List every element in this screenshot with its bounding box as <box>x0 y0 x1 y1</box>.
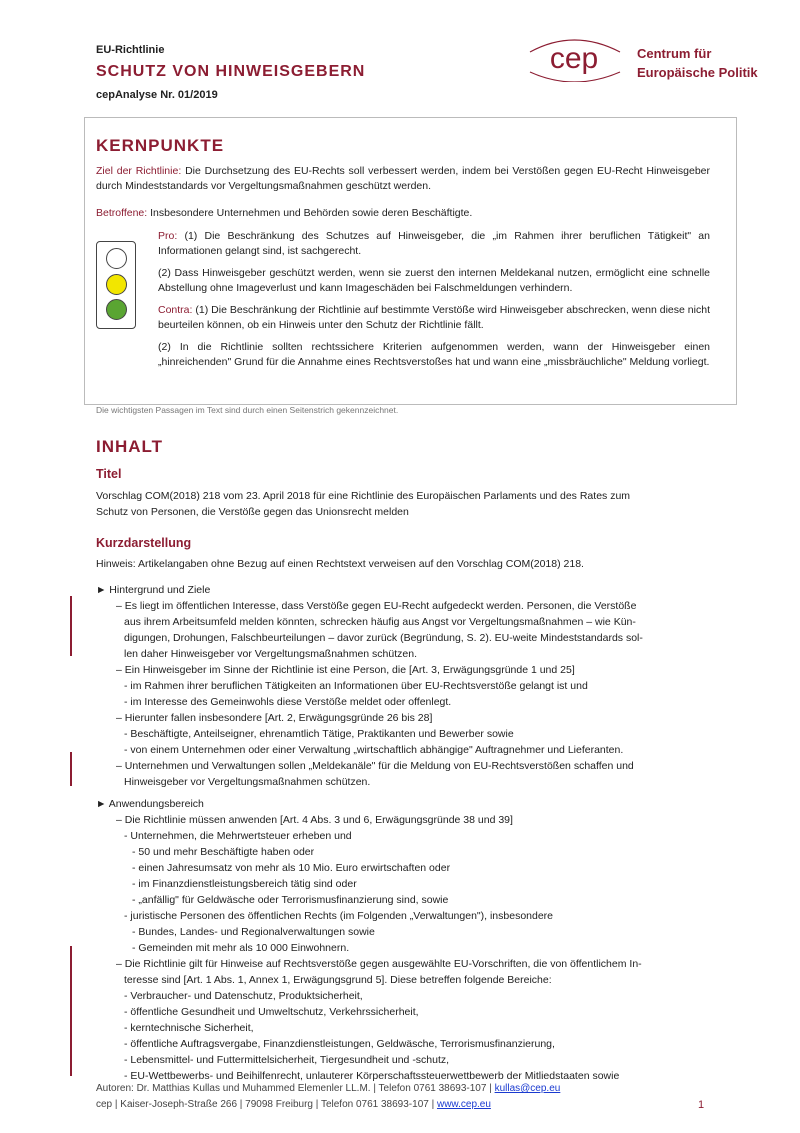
summary-line: – Hierunter fallen insbesondere [Art. 2, Erwägungsgründe 26 bis 28] <box>116 712 433 724</box>
summary-line: - Lebensmittel- und Futtermittelsicherheit, Tiergesundheit und -schutz, <box>124 1054 450 1066</box>
summary-line: - von einem Unternehmen oder einer Verwaltung „wirtschaftlich abhängige" Auftragnehmer und Lieferanten. <box>124 744 624 756</box>
title-line-2: Schutz von Personen, die Verstöße gegen das Unionsrecht melden <box>96 506 409 518</box>
summary-line: - Gemeinden mit mehr als 10 000 Einwohnern. <box>132 942 350 954</box>
section-heading: ► Hintergrund und Ziele <box>96 584 211 596</box>
pro-label: Pro: <box>158 230 178 242</box>
analysis-number: cepAnalyse Nr. 01/2019 <box>96 89 218 101</box>
summary-line: – Die Richtlinie müssen anwenden [Art. 4 Abs. 3 und 6, Erwägungsgründe 38 und 39] <box>116 814 513 826</box>
traffic-light-icon <box>96 241 136 329</box>
summary-line: - Beschäftigte, Anteilseigner, ehrenamtlich Tätige, Praktikanten und Bewerber sowie <box>124 728 514 740</box>
summary-line: – Die Richtlinie gilt für Hinweise auf Rechtsverstöße gegen ausgewählte EU-Vorschriften, die von öffentlichem In- <box>116 958 642 970</box>
summary-line: - Bundes, Landes- und Regionalverwaltungen sowie <box>132 926 375 938</box>
sidebar-note: Die wichtigsten Passagen im Text sind durch einen Seitenstrich gekennzeichnet. <box>96 405 399 415</box>
summary-line: - im Interesse des Gemeinwohls diese Verstöße meldet oder offenlegt. <box>124 696 452 708</box>
summary-line: - im Finanzdienstleistungsbereich tätig sind oder <box>132 878 357 890</box>
objective-label: Ziel der Richtlinie: <box>96 165 182 177</box>
summary-line: – Ein Hinweisgeber im Sinne der Richtlinie ist eine Person, die [Art. 3, Erwägungsgründe 1 und 25] <box>116 664 575 676</box>
author-email-link[interactable]: kullas@cep.eu <box>494 1083 561 1094</box>
summary-line: digungen, Drohungen, Falschbeurteilungen – davor zurück (Begründung, S. 2). EU-weite Mindeststandards sol- <box>124 632 643 644</box>
footer-address-text: cep | Kaiser-Joseph-Straße 266 | 79098 Freiburg | Telefon 0761 38693-107 | <box>96 1099 437 1110</box>
cep-logo <box>524 30 624 82</box>
summary-line: - „anfällig" für Geldwäsche oder Terrorismusfinanzierung sind, sowie <box>132 894 449 906</box>
summary-line: - im Rahmen ihrer beruflichen Tätigkeiten an Informationen über EU-Rechtsverstöße gelangt ist und <box>124 680 588 692</box>
summary-line: - einen Jahresumsatz von mehr als 10 Mio. Euro erwirtschaften oder <box>132 862 451 874</box>
contra-point-2: (2) In die Richtlinie sollten rechtssichere Kriterien aufgenommen werden, wann der Hinweisgeber einen „hinreichenden" Grund für die Annahme eines Rechtsverstoßes hat und wann eine „missbräuchliche" Meldung vorliegt. <box>158 341 710 368</box>
objective-paragraph <box>96 164 710 194</box>
affected-label: Betroffene: <box>96 207 148 219</box>
summary-line: len daher Hinweisgeber vor Vergeltungsmaßnahmen schützen. <box>124 648 418 660</box>
footer-authors <box>96 1083 560 1094</box>
objective-text: Die Durchsetzung des EU-Rechts soll verbessert werden, indem bei Verstößen gegen EU-Recht Hinweisgeber durch Mindeststandards vor Vergeltungsmaßnahmen geschützt werden. <box>96 165 710 192</box>
traffic-light-white-lamp <box>106 248 127 269</box>
summary-line: - EU-Wettbewerbs- und Beihilfenrecht, unlauterer Körperschaftssteuerwettbewerb der Mitliedstaaten sowie <box>124 1070 620 1082</box>
summary-line: – Unternehmen und Verwaltungen sollen „Meldekanäle" für die Meldung von EU-Rechtsverstößen schaffen und <box>116 760 634 772</box>
document-type-label: EU-Richtlinie <box>96 44 165 56</box>
importance-sidebar <box>70 946 72 1076</box>
summary-line: - Verbraucher- und Datenschutz, Produktsicherheit, <box>124 990 363 1002</box>
summary-line: - juristische Personen des öffentlichen Rechts (im Folgenden „Verwaltungen"), insbesondere <box>124 910 554 922</box>
pro-block <box>158 229 710 370</box>
summary-line: - 50 und mehr Beschäftigte haben oder <box>132 846 315 858</box>
affected-text: Insbesondere Unternehmen und Behörden sowie deren Beschäftigte. <box>147 207 473 219</box>
organisation-name <box>637 44 758 82</box>
contra-point-1: (1) Die Beschränkung der Richtlinie auf bestimmte Verstöße wird Hinweisgeber abschrecken, wenn diese nicht beurteilen können, ob ein Hinweis unter den Schutz der Richtlinie fällt. <box>158 304 710 331</box>
key-points-heading: KERNPUNKTE <box>96 136 225 155</box>
title-subheading: Titel <box>96 467 122 481</box>
page-number: 1 <box>698 1099 705 1111</box>
document-title: SCHUTZ VON HINWEISGEBERN <box>96 63 366 80</box>
notice-line: Hinweis: Artikelangaben ohne Bezug auf einen Rechtstext verweisen auf den Vorschlag COM(2018) 218. <box>96 558 584 570</box>
traffic-light-yellow-lamp <box>106 274 127 295</box>
contra-label: Contra: <box>158 304 193 316</box>
website-link[interactable]: www.cep.eu <box>436 1099 491 1110</box>
summary-line: - öffentliche Auftragsvergabe, Finanzdienstleistungen, Geldwäsche, Terrorismusfinanzierung, <box>124 1038 555 1050</box>
summary-line: - Unternehmen, die Mehrwertsteuer erheben und <box>124 830 352 842</box>
summary-line: teresse sind [Art. 1 Abs. 1, Annex 1, Erwägungsgrund 5]. Diese betreffen folgende Bereiche: <box>124 974 552 986</box>
org-line-1: Centrum für <box>637 46 712 61</box>
pro-point-1: (1) Die Beschränkung des Schutzes auf Hinweisgeber, die „im Rahmen ihrer beruflichen Tätigkeit" an Informationen gelangt sind, ist sachgerecht. <box>158 230 710 257</box>
title-line-1: Vorschlag COM(2018) 218 vom 23. April 2018 für eine Richtlinie des Europäischen Parlaments und des Rates zum <box>96 490 631 502</box>
logo-wordmark: cep <box>549 42 599 75</box>
footer-address <box>96 1099 491 1110</box>
summary-line: - kerntechnische Sicherheit, <box>124 1022 254 1034</box>
summary-line: – Es liegt im öffentlichen Interesse, dass Verstöße gegen EU-Recht aufgedeckt werden. Personen, die Verstöße <box>116 600 637 612</box>
summary-line: aus ihrem Arbeitsumfeld melden könnten, schrecken häufig aus Angst vor Vergeltungsmaßnahmen – wie Kün- <box>124 616 636 628</box>
section-heading: ► Anwendungsbereich <box>96 798 204 810</box>
traffic-light-green-lamp <box>106 299 127 320</box>
importance-sidebar <box>70 596 72 656</box>
summary-line: - öffentliche Gesundheit und Umweltschutz, Verkehrssicherheit, <box>124 1006 419 1018</box>
content-heading: INHALT <box>96 437 164 456</box>
summary-subheading: Kurzdarstellung <box>96 536 192 550</box>
affected-paragraph <box>96 206 710 221</box>
pro-point-2: (2) Dass Hinweisgeber geschützt werden, wenn sie zuerst den internen Meldekanal nutzen, ermöglicht eine schnelle Abstellung ohne Imageverlust und kann Imageschäden bei Falschmeldungen verhindern. <box>158 267 710 294</box>
summary-line: Hinweisgeber vor Vergeltungsmaßnahmen schützen. <box>124 776 371 788</box>
org-line-2: Europäische Politik <box>637 65 758 80</box>
importance-sidebar <box>70 752 72 786</box>
footer-authors-text: Autoren: Dr. Matthias Kullas und Muhammed Elemenler LL.M. | Telefon 0761 38693-107 | <box>96 1083 495 1094</box>
